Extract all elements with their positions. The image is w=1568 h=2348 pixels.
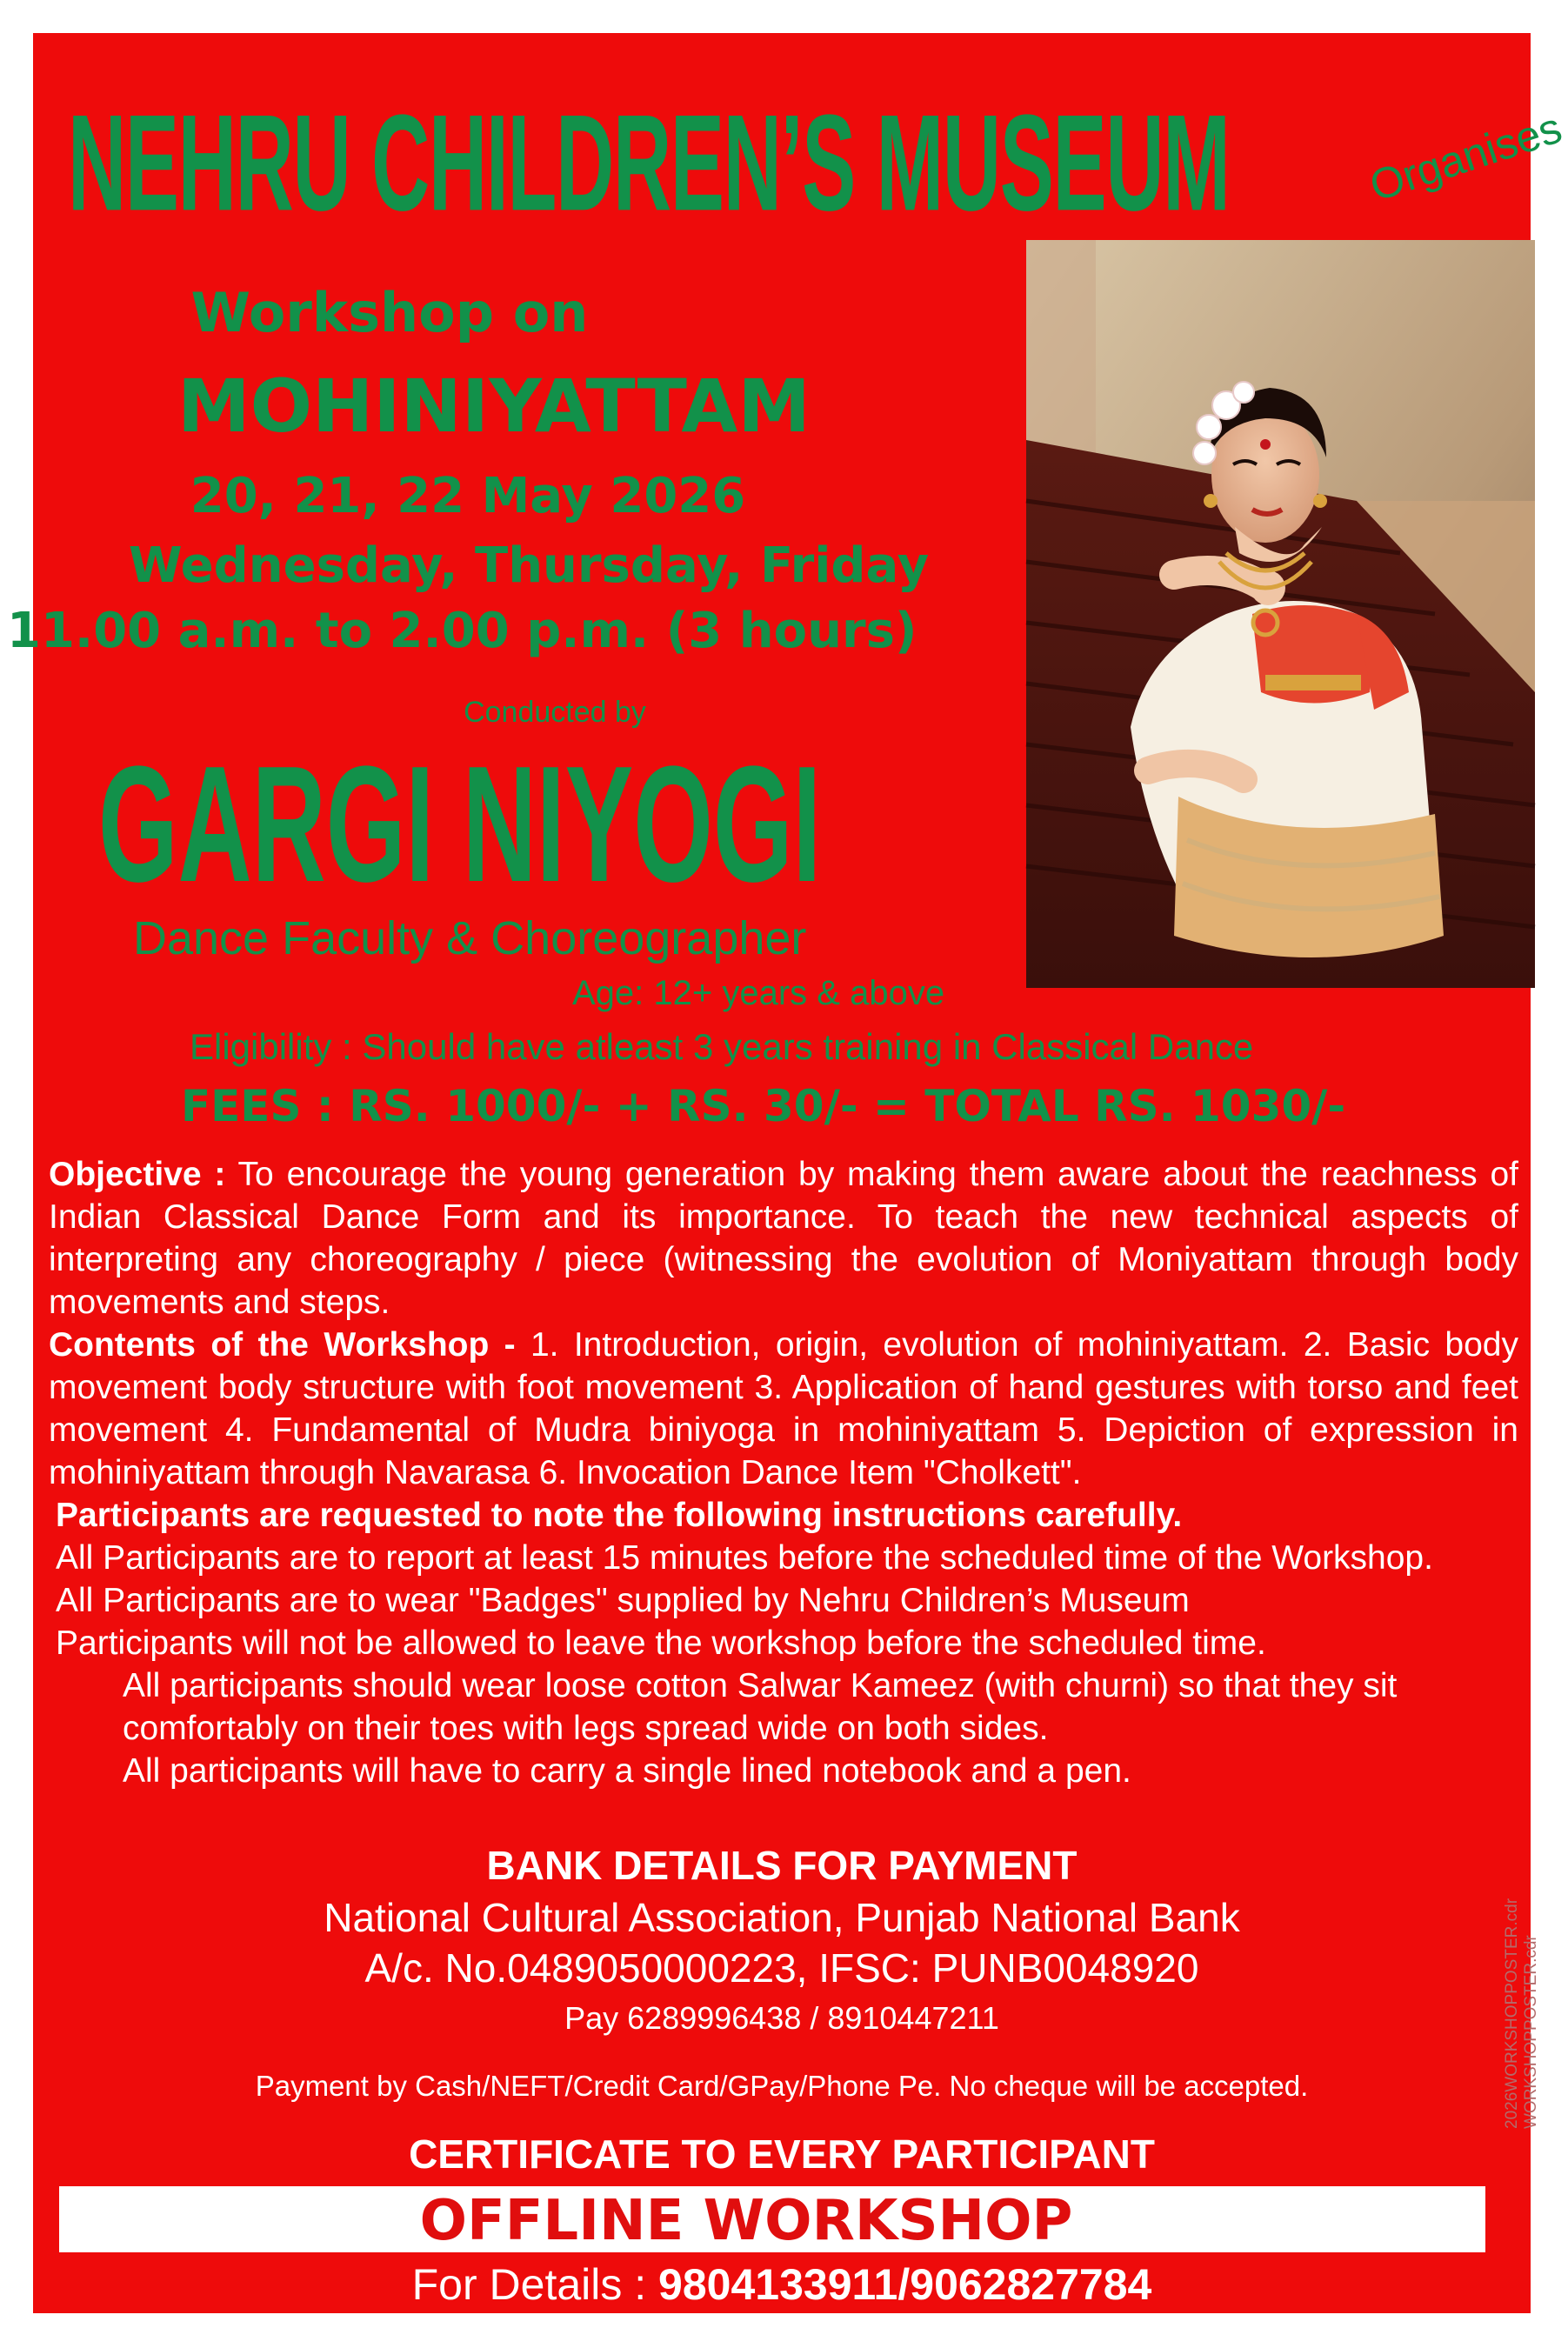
instruction-item: All Participants are to report at least 15 minutes before the scheduled time of the Workshop.: [56, 1539, 1433, 1577]
contact-label: For Details :: [411, 2260, 659, 2309]
instruction-item: comfortably on their toes with legs spread wide on both sides.: [123, 1710, 1049, 1747]
workshop-time: 11.00 a.m. to 2.00 p.m. (3 hours): [7, 603, 917, 659]
objective-text: To encourage the young generation by making them aware about the reachness of Indian Classical Dance Form and its importance. To teach the new technical aspects of interpreting any choreography / piece (witnessing the evolution of Moniyattam through body movements and steps.: [49, 1156, 1518, 1321]
workshop-days: Wednesday, Thursday, Friday: [128, 537, 930, 594]
contact-numbers: 9804133911/9062827784: [658, 2260, 1152, 2309]
fees-line: FEES : RS. 1000/- + RS. 30/- = TOTAL RS. 1030/-: [181, 1081, 1346, 1131]
pay-phone-numbers: Pay 6289996438 / 8910447211: [564, 2000, 999, 2036]
contents-text: 1. Introduction, origin, evolution of mohiniyattam. 2. Basic body movement body structure with foot movement 3. Application of hand gestures with torso and feet movement 4. Fundamental of Mudra biniyoga in mohiniyattam 5. Depiction of expression in mohiniyattam through Navarasa 6. Invocation Dance Item "Cholkett".: [49, 1326, 1518, 1491]
instruction-item: Participants will not be allowed to leave the workshop before the scheduled time.: [56, 1624, 1266, 1662]
file-name-stamp: [1503, 1898, 1541, 2129]
contents-label: Contents of the Workshop -: [49, 1326, 516, 1364]
objective-label: Objective :: [49, 1156, 226, 1193]
eligibility-requirement: Eligibility : Should have atleast 3 years training in Classical Dance: [190, 1026, 1254, 1067]
bank-details-title: BANK DETAILS FOR PAYMENT: [486, 1843, 1078, 1888]
instruction-item: All Participants are to wear "Badges" supplied by Nehru Children’s Museum: [56, 1582, 1190, 1619]
objective-paragraph: [49, 1153, 1518, 1324]
contact-line: [33, 2259, 1531, 2310]
details-body: [49, 1153, 1518, 1792]
payment-modes: Payment by Cash/NEFT/Credit Card/GPay/Phone Pe. No cheque will be accepted.: [255, 2070, 1309, 2102]
instruction-item: All participants will have to carry a single lined notebook and a pen.: [123, 1752, 1131, 1790]
workshop-intro: Workshop on: [190, 281, 589, 344]
museum-title: NEHRU CHILDREN’S MUSEUM: [68, 85, 1230, 239]
age-requirement: Age: 12+ years & above: [572, 974, 945, 1012]
instructor-role: Dance Faculty & Choreographer: [133, 912, 807, 964]
instructor-name: GARGI NIYOGI: [98, 732, 822, 917]
organises-label: Organises: [1364, 103, 1568, 211]
instructions-heading: Participants are requested to note the following instructions carefully.: [56, 1497, 1183, 1534]
bank-account-name: National Cultural Association, Punjab National Bank: [324, 1895, 1240, 1940]
dancer-photo: [1026, 240, 1535, 988]
conducted-by-label: Conducted by: [464, 696, 646, 729]
file-name: 2026WORKSHOPPOSTER.cdr: [1503, 1898, 1521, 2129]
workshop-dates: 20, 21, 22 May 2026: [190, 468, 746, 524]
contents-paragraph: [49, 1324, 1518, 1494]
workshop-name: MOHINIYATTAM: [177, 364, 811, 449]
certificate-note: CERTIFICATE TO EVERY PARTICIPANT: [409, 2131, 1155, 2177]
poster: [7, 33, 1568, 2313]
bank-account-number: A/c. No.0489050000223, IFSC: PUNB0048920: [364, 1945, 1199, 1991]
offline-workshop-label: OFFLINE WORKSHOP: [419, 2189, 1073, 2253]
file-name: WORKSHOPPOSTER.cdr: [1522, 1935, 1540, 2129]
instruction-item: All participants should wear loose cotton Salwar Kameez (with churni) so that they sit: [123, 1667, 1398, 1704]
